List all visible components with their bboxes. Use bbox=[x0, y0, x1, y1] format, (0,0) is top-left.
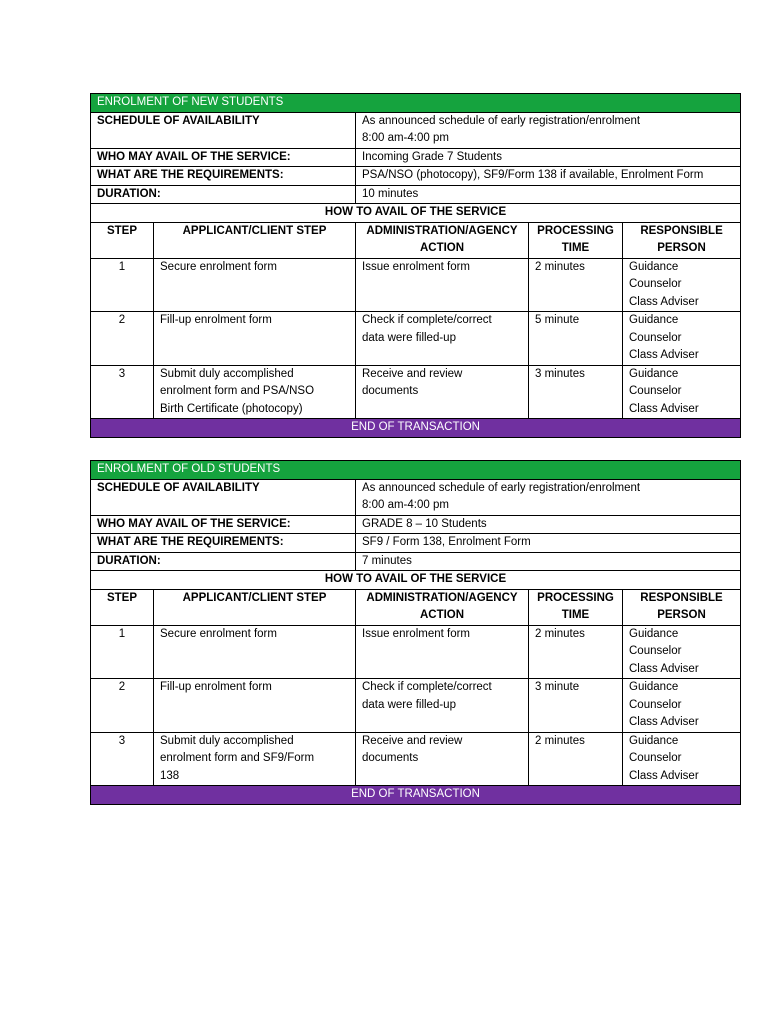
client-step bbox=[154, 625, 356, 679]
step-row bbox=[91, 679, 741, 733]
step-number: 1 bbox=[91, 625, 154, 679]
col-header-line: RESPONSIBLE bbox=[640, 224, 723, 237]
client-step bbox=[154, 365, 356, 419]
end-of-transaction-row bbox=[91, 419, 741, 438]
col-header-line: PROCESSING bbox=[537, 224, 614, 237]
client-step-line: Birth Certificate (photocopy) bbox=[160, 402, 303, 415]
responsible-person bbox=[623, 625, 741, 679]
responsible-person-line: Guidance bbox=[629, 681, 679, 693]
col-header-line: ADMINISTRATION/AGENCY bbox=[366, 591, 518, 604]
col-header-responsible-person bbox=[623, 589, 741, 625]
admin-action bbox=[356, 625, 529, 679]
processing-time: 3 minute bbox=[529, 679, 623, 733]
step-row bbox=[91, 732, 741, 786]
admin-action-line: data were filled-up bbox=[362, 331, 456, 344]
schedule-row bbox=[91, 112, 741, 148]
who-row bbox=[91, 515, 741, 534]
admin-action bbox=[356, 258, 529, 312]
col-header-line: TIME bbox=[561, 609, 590, 621]
admin-action bbox=[356, 365, 529, 419]
responsible-person-line: Guidance bbox=[629, 367, 679, 380]
col-header-responsible-person bbox=[623, 222, 741, 258]
responsible-person-line: Guidance bbox=[629, 734, 679, 747]
duration-value: 7 minutes bbox=[356, 552, 741, 571]
admin-action bbox=[356, 679, 529, 733]
responsible-person-line: Counselor bbox=[629, 385, 682, 397]
client-step-line: Submit duly accomplished bbox=[160, 367, 294, 380]
responsible-person-line: Guidance bbox=[629, 627, 679, 640]
admin-action-line: Issue enrolment form bbox=[362, 260, 471, 273]
col-header-line: ADMINISTRATION/AGENCY bbox=[366, 224, 518, 237]
requirements-label: WHAT ARE THE REQUIREMENTS: bbox=[91, 167, 356, 186]
admin-action-line: Check if complete/correct bbox=[362, 681, 492, 693]
who-row bbox=[91, 148, 741, 167]
how-to-avail-heading: HOW TO AVAIL OF THE SERVICE bbox=[91, 571, 741, 590]
section-title-row bbox=[91, 461, 741, 480]
responsible-person-line: Counselor bbox=[629, 698, 682, 711]
schedule-label: SCHEDULE OF AVAILABILITY bbox=[91, 479, 356, 515]
schedule-value-line: 8:00 am-4:00 pm bbox=[362, 132, 449, 144]
col-header-line: RESPONSIBLE bbox=[640, 591, 723, 604]
admin-action-line: Check if complete/correct bbox=[362, 314, 492, 326]
end-of-transaction-row bbox=[91, 786, 741, 805]
responsible-person-line: Class Adviser bbox=[629, 295, 699, 308]
section-title: ENROLMENT OF NEW STUDENTS bbox=[91, 94, 741, 113]
step-number: 3 bbox=[91, 732, 154, 786]
col-header-step: STEP bbox=[91, 222, 154, 258]
who-value: GRADE 8 – 10 Students bbox=[356, 515, 741, 534]
client-step bbox=[154, 258, 356, 312]
column-header-row bbox=[91, 222, 741, 258]
client-step bbox=[154, 679, 356, 733]
schedule-value-line: As announced schedule of early registration/enrolment bbox=[362, 481, 641, 494]
col-header-line: TIME bbox=[561, 242, 590, 254]
step-row bbox=[91, 258, 741, 312]
admin-action-line: Receive and review bbox=[362, 734, 463, 747]
col-header-step: STEP bbox=[91, 589, 154, 625]
client-step bbox=[154, 732, 356, 786]
client-step-line: Fill-up enrolment form bbox=[160, 681, 272, 693]
step-number: 2 bbox=[91, 312, 154, 366]
col-header-client-step: APPLICANT/CLIENT STEP bbox=[154, 589, 356, 625]
col-header-line: PROCESSING bbox=[537, 591, 614, 604]
admin-action bbox=[356, 732, 529, 786]
who-label: WHO MAY AVAIL OF THE SERVICE: bbox=[91, 148, 356, 167]
schedule-label: SCHEDULE OF AVAILABILITY bbox=[91, 112, 356, 148]
col-header-admin-action bbox=[356, 589, 529, 625]
requirements-label: WHAT ARE THE REQUIREMENTS: bbox=[91, 534, 356, 553]
responsible-person-line: Class Adviser bbox=[629, 662, 699, 675]
requirements-value: PSA/NSO (photocopy), SF9/Form 138 if available, Enrolment Form bbox=[356, 167, 741, 186]
responsible-person-line: Class Adviser bbox=[629, 349, 699, 361]
step-number: 3 bbox=[91, 365, 154, 419]
duration-label: DURATION: bbox=[91, 185, 356, 204]
section-title: ENROLMENT OF OLD STUDENTS bbox=[91, 461, 741, 480]
processing-time: 2 minutes bbox=[529, 258, 623, 312]
col-header-admin-action bbox=[356, 222, 529, 258]
col-header-processing-time bbox=[529, 589, 623, 625]
duration-row bbox=[91, 185, 741, 204]
admin-action-line: Issue enrolment form bbox=[362, 627, 471, 640]
requirements-value: SF9 / Form 138, Enrolment Form bbox=[356, 534, 741, 553]
client-step-line: Secure enrolment form bbox=[160, 627, 277, 640]
duration-row bbox=[91, 552, 741, 571]
client-step-line: 138 bbox=[160, 769, 180, 782]
admin-action bbox=[356, 312, 529, 366]
processing-time: 2 minutes bbox=[529, 625, 623, 679]
admin-action-line: Receive and review bbox=[362, 367, 463, 380]
responsible-person-line: Guidance bbox=[629, 260, 679, 273]
how-to-avail-heading: HOW TO AVAIL OF THE SERVICE bbox=[91, 204, 741, 223]
schedule-value bbox=[356, 479, 741, 515]
step-row bbox=[91, 312, 741, 366]
client-step-line: enrolment form and PSA/NSO bbox=[160, 385, 315, 397]
col-header-line: ACTION bbox=[419, 242, 465, 254]
processing-time: 3 minutes bbox=[529, 365, 623, 419]
responsible-person bbox=[623, 258, 741, 312]
responsible-person-line: Counselor bbox=[629, 752, 682, 764]
responsible-person bbox=[623, 312, 741, 366]
who-label: WHO MAY AVAIL OF THE SERVICE: bbox=[91, 515, 356, 534]
responsible-person bbox=[623, 679, 741, 733]
step-row bbox=[91, 625, 741, 679]
how-to-avail-row bbox=[91, 204, 741, 223]
client-step-line: enrolment form and SF9/Form bbox=[160, 752, 315, 764]
step-number: 1 bbox=[91, 258, 154, 312]
section-title-row bbox=[91, 94, 741, 113]
duration-value: 10 minutes bbox=[356, 185, 741, 204]
client-step bbox=[154, 312, 356, 366]
col-header-line: PERSON bbox=[657, 609, 706, 621]
responsible-person bbox=[623, 365, 741, 419]
responsible-person bbox=[623, 732, 741, 786]
responsible-person-line: Class Adviser bbox=[629, 769, 699, 782]
client-step-line: Fill-up enrolment form bbox=[160, 314, 272, 326]
schedule-value bbox=[356, 112, 741, 148]
admin-action-line: data were filled-up bbox=[362, 698, 456, 711]
how-to-avail-row bbox=[91, 571, 741, 590]
responsible-person-line: Class Adviser bbox=[629, 716, 699, 728]
processing-time: 5 minute bbox=[529, 312, 623, 366]
client-step-line: Submit duly accomplished bbox=[160, 734, 294, 747]
col-header-client-step: APPLICANT/CLIENT STEP bbox=[154, 222, 356, 258]
schedule-value-line: 8:00 am-4:00 pm bbox=[362, 499, 449, 511]
requirements-row bbox=[91, 167, 741, 186]
schedule-row bbox=[91, 479, 741, 515]
admin-action-line: documents bbox=[362, 752, 419, 764]
end-of-transaction: END OF TRANSACTION bbox=[91, 786, 741, 805]
step-row bbox=[91, 365, 741, 419]
end-of-transaction: END OF TRANSACTION bbox=[91, 419, 741, 438]
responsible-person-line: Guidance bbox=[629, 314, 679, 326]
processing-time: 2 minutes bbox=[529, 732, 623, 786]
who-value: Incoming Grade 7 Students bbox=[356, 148, 741, 167]
new-students-table bbox=[90, 93, 741, 438]
requirements-row bbox=[91, 534, 741, 553]
responsible-person-line: Counselor bbox=[629, 331, 682, 344]
admin-action-line: documents bbox=[362, 385, 419, 397]
duration-label: DURATION: bbox=[91, 552, 356, 571]
column-header-row bbox=[91, 589, 741, 625]
responsible-person-line: Counselor bbox=[629, 645, 682, 657]
responsible-person-line: Class Adviser bbox=[629, 402, 699, 415]
client-step-line: Secure enrolment form bbox=[160, 260, 277, 273]
responsible-person-line: Counselor bbox=[629, 278, 682, 290]
col-header-processing-time bbox=[529, 222, 623, 258]
col-header-line: ACTION bbox=[419, 609, 465, 621]
schedule-value-line: As announced schedule of early registration/enrolment bbox=[362, 114, 641, 127]
step-number: 2 bbox=[91, 679, 154, 733]
old-students-table bbox=[90, 460, 741, 805]
col-header-line: PERSON bbox=[657, 242, 706, 254]
